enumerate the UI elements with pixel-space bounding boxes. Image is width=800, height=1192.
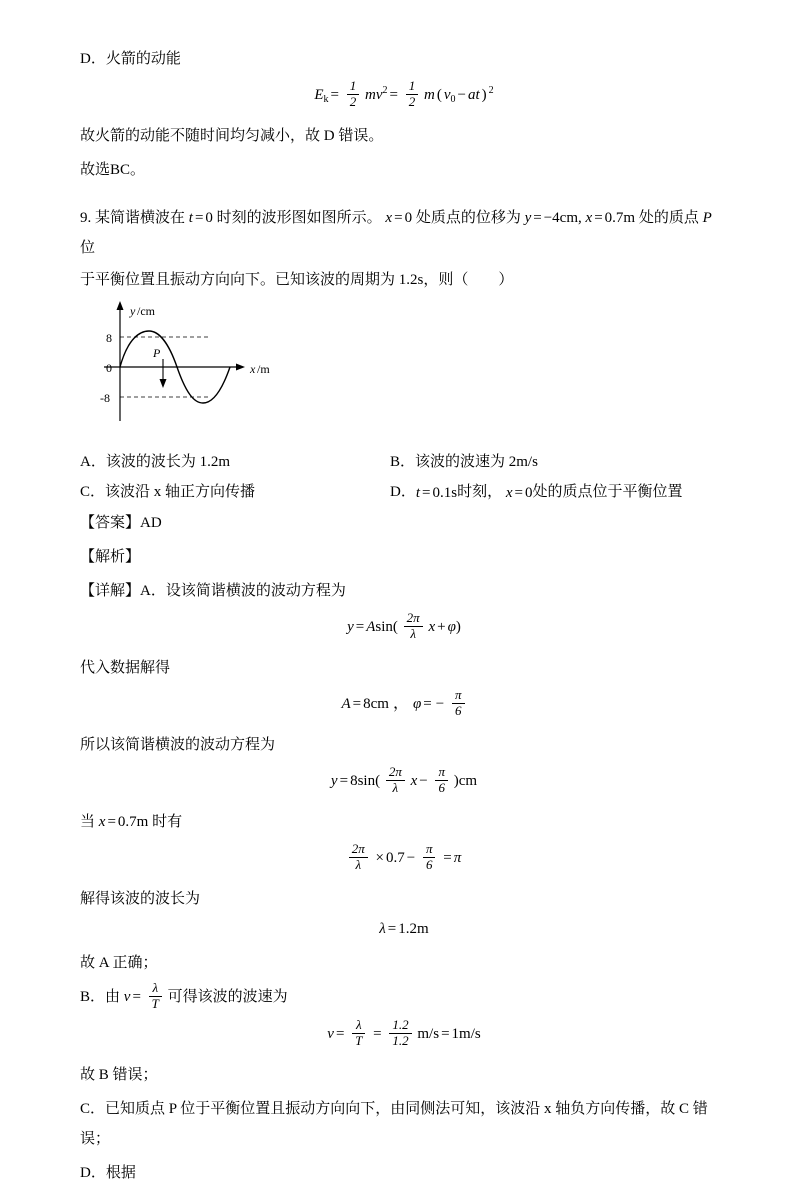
wave-equation-full xyxy=(80,763,728,797)
wave-diagram-svg xyxy=(90,299,350,439)
wave-equation-math: y = Asin( $\frac{2\pi}{\lambda}$ x + φ) xyxy=(347,610,461,641)
option-d-x: x = 0 xyxy=(505,485,533,501)
q9-text-1: 9. 某简谐横波在 xyxy=(80,209,186,226)
velocity-calculation-math: v = $\frac{\lambda}{T}$ = $\frac{1.2}{1.2}$ m/s = 1m/s xyxy=(327,1017,481,1049)
q9-text-4: 处的质点 xyxy=(638,209,699,226)
previous-answer: 故选BC。 xyxy=(80,161,146,178)
svg-text:8: 8 xyxy=(106,331,112,346)
b-by-prefix: B．由 xyxy=(80,989,121,1006)
option-a[interactable]: A．该波的波长为 1.2m xyxy=(80,454,231,471)
amplitude-value: A = 8cm xyxy=(341,695,389,712)
solve-lambda-text: 解得该波的波长为 xyxy=(80,891,201,908)
velocity-formula: v = $\frac{\lambda}{T}$ xyxy=(124,982,164,1013)
velocity-calculation xyxy=(80,1019,728,1050)
amplitude-phase-line: A = 8cm ， φ = − $\frac{\pi}{6}$ xyxy=(80,689,728,720)
a-correct-text: 故 A 正确； xyxy=(80,955,158,972)
substitute-text: 代入数据解得 xyxy=(80,659,171,676)
when-x-value: x = 0.7m xyxy=(98,814,149,831)
b-by-line xyxy=(80,982,728,1013)
q9-text-3: 处质点的位移为 xyxy=(415,209,521,226)
d-text: D．根据 xyxy=(80,1165,136,1181)
svg-text:x: x xyxy=(250,362,256,377)
option-d-time: t = 0.1s xyxy=(415,485,458,501)
so-equation-text: 所以该简谐横波的波动方程为 xyxy=(80,736,276,753)
question-9-stem-cont: 于平衡位置且振动方向向下。已知该波的周期为 1.2s，则（ ） xyxy=(80,272,514,289)
q9-x-zero: x = 0 xyxy=(385,210,413,227)
q9-displacement: y = −4cm, x = 0.7m xyxy=(524,210,636,227)
previous-conclusion: 故火箭的动能不随时间均匀减小，故 D 错误。 xyxy=(80,127,384,144)
svg-text:P: P xyxy=(153,346,161,361)
q9-text-5: 位 xyxy=(80,240,96,257)
previous-option-d: D．火箭的动能 xyxy=(80,51,181,67)
wave-figure xyxy=(80,299,728,439)
question-9 xyxy=(80,203,728,296)
phase-equation-math: $\frac{2\pi}{\lambda}$ × 0.7 − $\frac{\pi}{6}$ = π xyxy=(347,843,461,874)
lambda-value xyxy=(80,920,728,938)
answer-label: 【答案】AD xyxy=(80,515,162,531)
svg-text:/cm: /cm xyxy=(137,304,155,319)
q9-point-p: P xyxy=(702,210,712,227)
option-d-prefix: D． xyxy=(390,484,416,501)
lambda-value-math: λ = 1.2m xyxy=(379,920,429,937)
b-wrong-text: 故 B 错误； xyxy=(80,1067,158,1083)
option-d-mid: 时刻， xyxy=(457,484,503,501)
b-by-suffix: 可得该波的波速为 xyxy=(167,989,288,1006)
wave-equation-full-math: y = 8sin( $\frac{2\pi}{\lambda}$ x − $\frac{\pi}{6}$ )cm xyxy=(330,763,478,795)
svg-text:/m: /m xyxy=(257,362,270,377)
phase-equation xyxy=(80,843,728,874)
option-d[interactable] xyxy=(390,477,728,508)
phase-value: φ = − $\frac{\pi}{6}$ xyxy=(413,689,467,720)
when-x-prefix: 当 xyxy=(80,813,96,830)
option-b[interactable]: B．该波的波速为 2m/s xyxy=(390,454,538,471)
svg-text:-8: -8 xyxy=(100,391,110,406)
document-content xyxy=(80,44,728,1192)
svg-text:y: y xyxy=(130,304,136,319)
q9-t-zero: t = 0 xyxy=(188,210,213,227)
ek-equation: $E_k$ = $\frac{1}{2}$ $mv^2$ = $\frac{1}{2}$ m ( $v_0$ − at ) $^2$ xyxy=(314,78,494,109)
detail-label: 【详解】A．设该简谐横波的波动方程为 xyxy=(80,583,346,599)
q9-text-2: 时刻的波形图如图所示。 xyxy=(216,209,382,226)
question-9-stem xyxy=(80,203,728,264)
when-x-line xyxy=(80,807,728,838)
kinetic-energy-formula xyxy=(80,80,728,111)
when-x-suffix: 时有 xyxy=(152,813,183,830)
svg-text:0: 0 xyxy=(106,361,112,376)
wave-equation xyxy=(80,612,728,643)
option-d-suffix: 处的质点位于平衡位置 xyxy=(532,484,683,501)
option-c[interactable]: C．该波沿 x 轴正方向传播 xyxy=(80,484,256,501)
analysis-label: 【解析】 xyxy=(80,549,141,565)
c-text: C．已知质点 P 位于平衡位置且振动方向向下，由同侧法可知，该波沿 x 轴负方向传播，故 C 错误； xyxy=(80,1101,708,1147)
options-row-cd xyxy=(80,477,728,508)
options-row-ab xyxy=(80,447,728,477)
